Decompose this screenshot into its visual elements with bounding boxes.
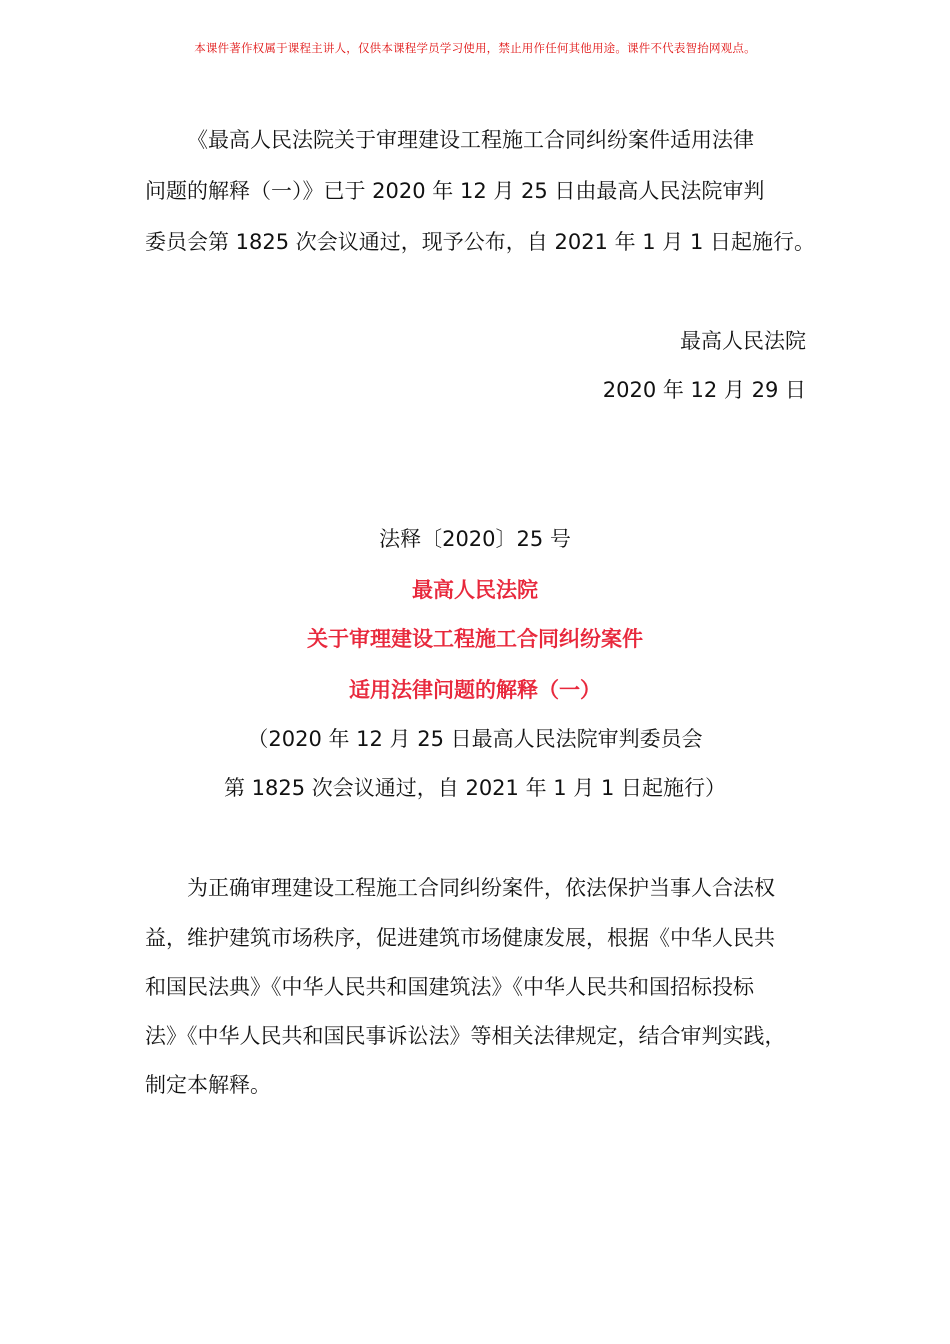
document-number: 法释〔2020〕25 号: [379, 527, 571, 551]
adoption-note-line: 第 1825 次会议通过，自 2021 年 1 月 1 日起施行）: [223, 776, 726, 800]
body-paragraph-line: 制定本解释。: [145, 1073, 271, 1097]
body-paragraph-line: 益，维护建筑市场秩序，促进建筑市场健康发展，根据《中华人民共: [145, 926, 775, 950]
announcement-line: 《最高人民法院关于审理建设工程施工合同纠纷案件适用法律: [187, 128, 754, 152]
announcement-date: 2020 年 12 月 29 日: [602, 378, 806, 402]
body-paragraph-line: 法》《中华人民共和国民事诉讼法》等相关法律规定，结合审判实践，: [145, 1024, 786, 1048]
document-title-line: 最高人民法院: [412, 578, 538, 602]
adoption-note-line: （2020 年 12 月 25 日最高人民法院审判委员会: [247, 727, 703, 751]
document-title-line: 关于审理建设工程施工合同纠纷案件: [307, 627, 643, 651]
announcement-line: 委员会第 1825 次会议通过，现予公布，自 2021 年 1 月 1 日起施行。: [145, 230, 816, 254]
announcement-signature: 最高人民法院: [680, 329, 806, 353]
announcement-line: 问题的解释（一）》已于 2020 年 12 月 25 日由最高人民法院审判: [145, 179, 765, 203]
document-title-line: 适用法律问题的解释（一）: [349, 678, 601, 702]
body-paragraph-line: 和国民法典》《中华人民共和国建筑法》《中华人民共和国招标投标: [145, 975, 754, 999]
body-paragraph-line: 为正确审理建设工程施工合同纠纷案件，依法保护当事人合法权: [187, 876, 775, 900]
copyright-notice: 本课件著作权属于课程主讲人，仅供本课程学员学习使用，禁止用作任何其他用途。课件不代表智抬网观点。: [194, 41, 756, 55]
